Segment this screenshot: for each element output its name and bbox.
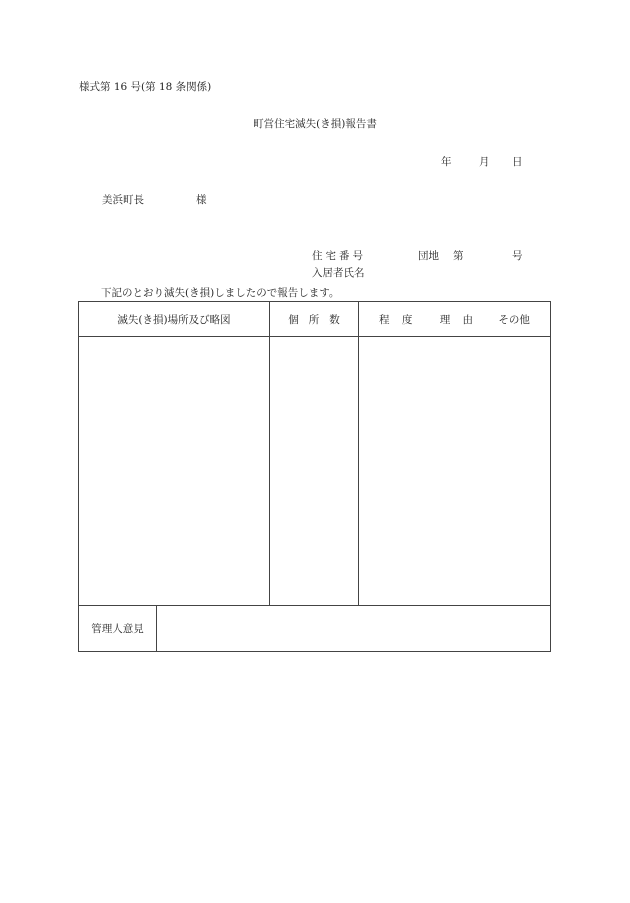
count-cell[interactable]	[270, 337, 359, 606]
date-year-label: 年	[441, 156, 452, 168]
addressee-name: 美浜町長	[102, 194, 144, 206]
go-label: 号	[512, 250, 523, 262]
degree-header-part: 程	[379, 313, 390, 326]
degree-reason-cell[interactable]	[359, 337, 551, 606]
degree-header-part: 度	[401, 313, 413, 326]
form-number: 様式第 16 号(第 18 条関係)	[79, 81, 212, 93]
manager-opinion-label: 管理人意見	[79, 606, 157, 652]
house-number-label: 住宅番号	[312, 250, 366, 262]
table-body-row	[79, 337, 551, 606]
danchi-label: 団地	[418, 250, 439, 262]
degree-reason-header	[359, 302, 551, 337]
table-header-row	[79, 302, 551, 337]
addressee-honorific: 様	[196, 194, 207, 206]
count-header-part: 個	[288, 313, 299, 326]
date-month-label: 月	[479, 156, 490, 168]
report-table	[78, 301, 551, 652]
location-header: 滅失(き損)場所及び略図	[79, 302, 270, 337]
resident-name-label: 入居者氏名	[312, 267, 365, 279]
count-header-part: 所	[308, 313, 320, 326]
intro-text: 下記のとおり滅失(き損)しましたので報告します。	[101, 287, 340, 299]
location-cell[interactable]	[79, 337, 270, 606]
reason-header-part: 理	[439, 313, 451, 326]
document-title: 町営住宅滅失(き損)報告書	[253, 118, 377, 130]
manager-opinion-cell[interactable]	[157, 606, 551, 652]
count-header	[270, 302, 359, 337]
other-header-part: その他	[498, 313, 530, 326]
reason-header-part: 由	[462, 313, 474, 326]
dai-label: 第	[453, 250, 464, 262]
manager-row	[79, 606, 551, 652]
count-header-part: 数	[329, 313, 340, 326]
date-day-label: 日	[512, 156, 523, 168]
